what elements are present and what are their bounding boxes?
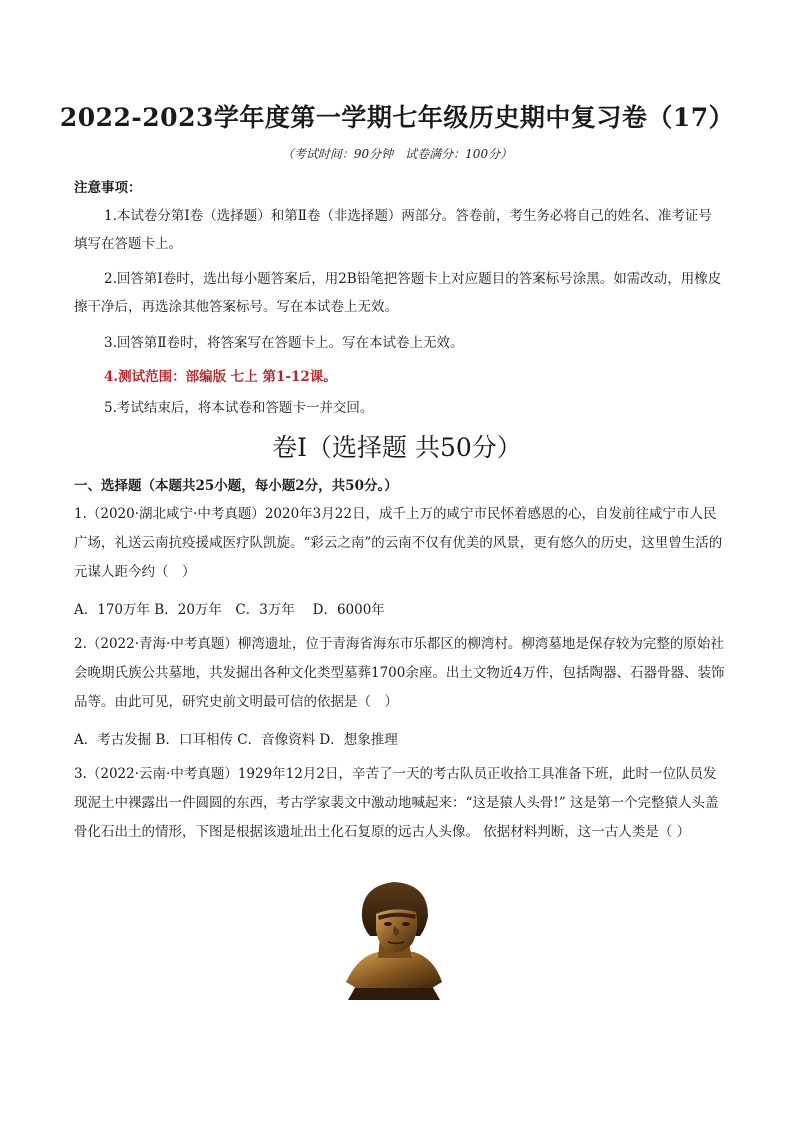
question-2-options: A．考古发掘 B．口耳相传 C．音像资料 D．想象推理 [74,732,398,748]
notes-heading: 注意事项： [74,180,142,196]
question-1-options: A．170万年 B．20万年 C．3万年 D．6000年 [74,602,385,618]
section-title: 卷Ⅰ（选择题 共50分） [272,433,522,462]
page-title: 2022-2023学年度第一学期七年级历史期中复习卷（17） [59,103,735,132]
question-1: 1.（2020·湖北咸宁·中考真题）2020年3月22日，成千上万的咸宁市民怀着感恩的心，自发前往咸宁市人民广场，礼送云南抗疫援咸医疗队凯旋。“彩云之南”的云南不仅有优美的风景，更有悠久的历史，这里曾生活的元谋人距今约（ ） [74,506,723,580]
ancient-human-bust-image [336,878,452,1002]
note-3: 3.回答第Ⅱ卷时，将答案写在答题卡上。写在本试卷上无效。 [104,335,464,351]
note-1: 1.本试卷分第Ⅰ卷（选择题）和第Ⅱ卷（非选择题）两部分。答卷前，考生务必将自己的姓名、准考证号填写在答题卡上。 [74,208,712,252]
note-2: 2.回答第Ⅰ卷时，选出每小题答案后，用2B铅笔把答题卡上对应题目的答案标号涂黑。如需改动，用橡皮擦干净后，再选涂其他答案标号。写在本试卷上无效。 [74,271,722,315]
exam-info: （考试时间：90分钟 试卷满分：100分） [281,147,513,161]
section-heading: 一、选择题（本题共25小题，每小题2分，共50分。） [74,478,398,494]
question-3: 3.（2022·云南·中考真题）1929年12月2日，辛苦了一天的考古队员正收拾工具准备下班，此时一位队员发现泥土中裸露出一件圆圆的东西，考古学家裴文中激动地喊起来：“这是猿人头骨!” 这是第一个完整猿人头盖骨化石出土的情形，下图是根据该遗址出土化石复原的远古人头像。 依据材料判断，这一古人类是（ ） [74,766,719,840]
question-2: 2.（2022·青海·中考真题）柳湾遗址，位于青海省海东市乐都区的柳湾村。柳湾墓地是保存较为完整的原始社会晚期氏族公共墓地，共发掘出各种文化类型墓葬1700余座。出土文物近4万件，包括陶器、石器骨器、装饰品等。由此可见，研究史前文明最可信的依据是（ ） [74,636,725,710]
note-5: 5.考试结束后，将本试卷和答题卡一并交回。 [104,400,374,416]
note-4-scope: 4.测试范围：部编版 七上 第1-12课。 [104,369,337,385]
